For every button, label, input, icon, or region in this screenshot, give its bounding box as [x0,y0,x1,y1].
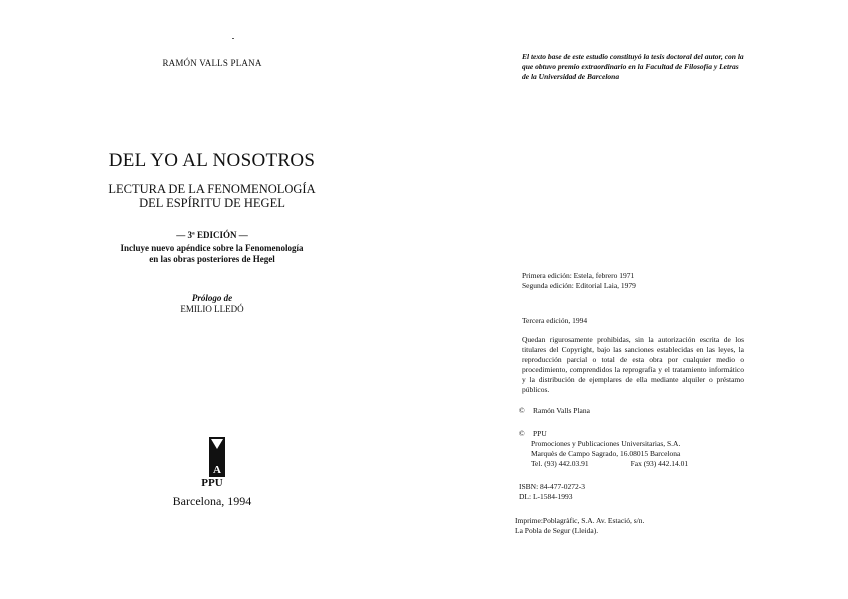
copyright-publisher [519,429,739,469]
subtitle-line: LECTURA DE LA FENOMENOLOGÍA [108,182,316,196]
book-title: DEL YO AL NOSOTROS [108,150,316,171]
isbn-block [519,482,585,502]
printer-line: Imprime:Poblagràfic, S.A. Av. Estació, s/n. [515,516,645,525]
third-edition: Tercera edición, 1994 [522,316,588,325]
copyright-author [519,406,590,416]
appendix-note [0,243,424,265]
book-subtitle [0,182,424,210]
copyright-author-name: Ramón Valls Plana [533,406,590,415]
publisher-tel: Tel. (93) 442.03.91 [531,459,589,468]
edition-history [522,271,742,291]
printer-info [515,516,745,536]
edition-label: — 3ª EDICIÓN — [176,230,248,240]
appendix-line: Incluye nuevo apéndice sobre la Fenomenología [120,243,304,253]
place-year: Barcelona, 1994 [172,494,252,508]
rights-notice: Quedan rigurosamente prohibidas, sin la autorización escrita de los titulares del Copyright, bajo las sanciones establecidas en las leyes, la reproducción parcial o total de esta obra por cualquier medio o procedimiento, comprendidos la reprografía y el tratamiento informático y la distribución de ejemplares de ella mediante alquiler o préstamo públicos. [522,335,744,394]
printer-line: La Pobla de Segur (Lleida). [515,526,599,535]
isbn: ISBN: 84-477-0272-3 [519,482,586,491]
second-edition: Segunda edición: Editorial Laia, 1979 [522,281,636,290]
legal-deposit: DL: L-1584-1993 [519,492,573,501]
copyright-publisher-name: PPU [533,429,547,438]
first-edition: Primera edición: Estela, febrero 1971 [522,271,635,280]
publisher-contact [519,459,739,469]
copyright-icon: © [519,429,525,438]
thesis-note: El texto base de este estudio constituyó la tesis doctoral del autor, con la que obtuvo premio extraordinario en la Facultad de Filosofía y Letras de la Universidad de Barcelona [522,52,744,81]
logo-letter: A [213,464,221,476]
speck-mark [232,38,234,39]
publisher-address: Marquès de Campo Sagrado, 16.08015 Barcelona [531,449,681,458]
publisher-full-name: Promociones y Publicaciones Universitarias, S.A. [531,439,681,448]
copyright-icon: © [519,406,525,415]
publisher-fax: Fax (93) 442.14.01 [630,459,689,468]
prologue-author: EMILIO LLEDÓ [180,304,244,314]
author-name: RAMÓN VALLS PLANA [162,58,262,68]
subtitle-line: DEL ESPÍRITU DE HEGEL [139,196,285,210]
prologue-label: Prólogo de [191,293,233,303]
appendix-line: en las obras posteriores de Hegel [149,254,275,264]
publisher-logo-icon [207,437,227,477]
publisher-name: PPU [201,477,223,489]
